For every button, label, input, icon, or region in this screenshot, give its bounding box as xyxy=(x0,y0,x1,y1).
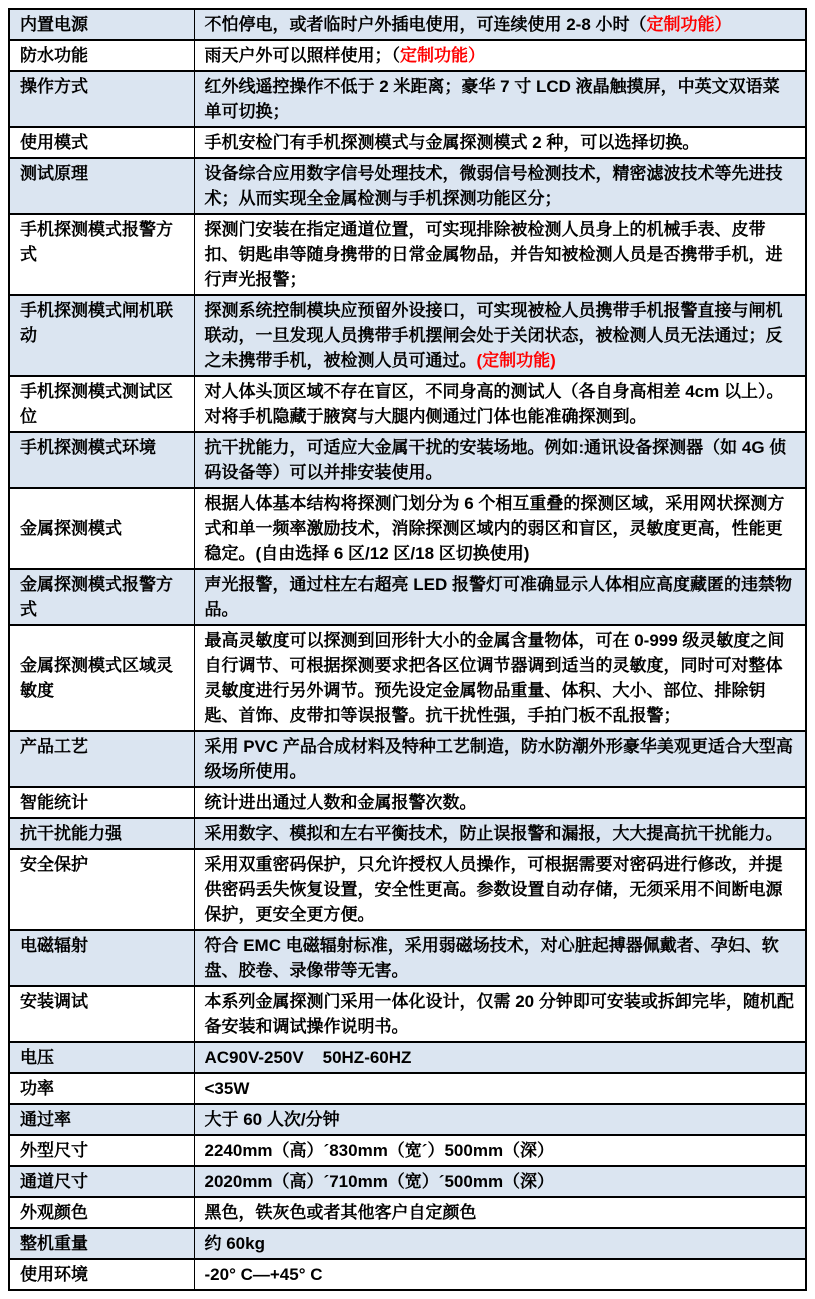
spec-name-cell: 手机探测模式测试区位 xyxy=(9,376,194,432)
spec-text: 本系列金属探测门采用一体化设计，仅需 20 分钟即可安装或拆卸完毕，随机配备安装和调试操作说明书。 xyxy=(204,992,794,1036)
spec-name-cell: 手机探测模式环境 xyxy=(9,432,194,488)
spec-name-cell: 使用环境 xyxy=(9,1259,194,1290)
spec-text: 红外线遥控操作不低于 2 米距离；豪华 7 寸 LCD 液晶触摸屏，中英文双语菜单可切换； xyxy=(204,77,780,121)
spec-name-cell: 通过率 xyxy=(9,1104,194,1135)
spec-row xyxy=(9,1042,806,1073)
spec-value-cell xyxy=(194,488,806,569)
spec-text: 探测系统控制模块应预留外设接口，可实现被检人员携带手机报警直接与闸机联动，一旦发现人员携带手机摆闸会处于关闭状态，被检测人员无法通过；反之未携带手机，被检测人员可通过。 xyxy=(204,301,783,370)
spec-text: -20° C—+45° C xyxy=(204,1265,323,1284)
spec-value-cell xyxy=(194,1197,806,1228)
spec-text: AC90V-250V 50HZ-60HZ xyxy=(204,1048,412,1067)
spec-row xyxy=(9,1104,806,1135)
spec-name-cell: 抗干扰能力强 xyxy=(9,818,194,849)
spec-name-cell: 内置电源 xyxy=(9,9,194,40)
spec-row xyxy=(9,1073,806,1104)
custom-feature-highlight: 定制功能） xyxy=(400,46,485,65)
spec-name-cell: 功率 xyxy=(9,1073,194,1104)
spec-table-body xyxy=(9,9,806,1290)
spec-row xyxy=(9,731,806,787)
custom-feature-highlight: 定制功能） xyxy=(646,15,732,34)
spec-name-cell: 外观颜色 xyxy=(9,1197,194,1228)
spec-row xyxy=(9,158,806,214)
spec-row xyxy=(9,1197,806,1228)
spec-text: 2020mm（高）´710mm（宽）´500mm（深） xyxy=(204,1172,555,1191)
spec-name-cell: 整机重量 xyxy=(9,1228,194,1259)
spec-value-cell xyxy=(194,127,806,158)
spec-name-cell: 电压 xyxy=(9,1042,194,1073)
spec-value-cell xyxy=(194,295,806,376)
spec-name-cell: 产品工艺 xyxy=(9,731,194,787)
spec-name-cell: 手机探测模式闸机联动 xyxy=(9,295,194,376)
spec-table xyxy=(8,8,807,1291)
spec-text: 不怕停电，或者临时户外插电使用，可连续使用 2-8 小时（ xyxy=(204,15,647,34)
spec-value-cell xyxy=(194,1042,806,1073)
spec-row xyxy=(9,127,806,158)
spec-value-cell xyxy=(194,432,806,488)
spec-text: 采用双重密码保护，只允许授权人员操作，可根据需要对密码进行修改，并提供密码丢失恢复设置，安全性更高。参数设置自动存储，无须采用不间断电源保护，更安全更方便。 xyxy=(204,855,783,924)
spec-value-cell xyxy=(194,986,806,1042)
spec-row xyxy=(9,376,806,432)
spec-text: 根据人体基本结构将探测门划分为 6 个相互重叠的探测区域，采用网状探测方式和单一频率激励技术，消除探测区域内的弱区和盲区，灵敏度更高，性能更稳定。(自由选择 6 区/12 区/18 区切换使用) xyxy=(204,494,785,563)
spec-value-cell xyxy=(194,376,806,432)
spec-text: 抗干扰能力，可适应大金属干扰的安装场地。例如:通讯设备探测器（如 4G 侦码设备等）可以并排安装使用。 xyxy=(204,438,787,482)
spec-row xyxy=(9,295,806,376)
spec-text: 黑色，铁灰色或者其他客户自定颜色 xyxy=(204,1203,477,1222)
spec-row xyxy=(9,930,806,986)
spec-value-cell xyxy=(194,1259,806,1290)
spec-name-cell: 通道尺寸 xyxy=(9,1166,194,1197)
spec-value-cell xyxy=(194,818,806,849)
spec-name-cell: 金属探测模式报警方式 xyxy=(9,569,194,625)
spec-name-cell: 安装调试 xyxy=(9,986,194,1042)
spec-row xyxy=(9,1166,806,1197)
spec-value-cell xyxy=(194,1073,806,1104)
spec-row xyxy=(9,625,806,731)
spec-text: 对人体头顶区域不存在盲区，不同身高的测试人（各自身高相差 4cm 以上）。对将手机隐藏于腋窝与大腿内侧通过门体也能准确探测到。 xyxy=(204,382,784,426)
spec-text: 2240mm（高）´830mm（宽´）500mm（深） xyxy=(204,1141,555,1160)
spec-text: 约 60kg xyxy=(204,1234,265,1253)
spec-text: <35W xyxy=(204,1079,250,1098)
spec-row xyxy=(9,432,806,488)
spec-name-cell: 操作方式 xyxy=(9,71,194,127)
spec-row xyxy=(9,569,806,625)
spec-name-cell: 金属探测模式 xyxy=(9,488,194,569)
spec-value-cell xyxy=(194,1104,806,1135)
spec-value-cell xyxy=(194,40,806,71)
spec-text: 统计进出通过人数和金属报警次数。 xyxy=(204,793,477,812)
spec-value-cell xyxy=(194,849,806,930)
spec-value-cell xyxy=(194,625,806,731)
spec-name-cell: 安全保护 xyxy=(9,849,194,930)
spec-text: 大于 60 人次/分钟 xyxy=(204,1110,340,1129)
spec-value-cell xyxy=(194,158,806,214)
spec-text: 设备综合应用数字信号处理技术，微弱信号检测技术，精密滤波技术等先进技术；从而实现全金属检测与手机探测功能区分； xyxy=(204,164,783,208)
spec-row xyxy=(9,488,806,569)
spec-name-cell: 智能统计 xyxy=(9,787,194,818)
spec-value-cell xyxy=(194,9,806,40)
spec-value-cell xyxy=(194,930,806,986)
spec-name-cell: 电磁辐射 xyxy=(9,930,194,986)
spec-row xyxy=(9,818,806,849)
spec-value-cell xyxy=(194,1166,806,1197)
spec-value-cell xyxy=(194,569,806,625)
spec-text: 符合 EMC 电磁辐射标准，采用弱磁场技术，对心脏起搏器佩戴者、孕妇、软盘、胶卷、录像带等无害。 xyxy=(204,936,779,980)
spec-name-cell: 金属探测模式区域灵敏度 xyxy=(9,625,194,731)
spec-row xyxy=(9,9,806,40)
spec-row xyxy=(9,214,806,295)
spec-value-cell xyxy=(194,71,806,127)
spec-name-cell: 外型尺寸 xyxy=(9,1135,194,1166)
spec-row xyxy=(9,71,806,127)
custom-feature-highlight: (定制功能) xyxy=(476,351,556,370)
spec-value-cell xyxy=(194,214,806,295)
spec-row xyxy=(9,787,806,818)
spec-text: 采用 PVC 产品合成材料及特种工艺制造，防水防潮外形豪华美观更适合大型高级场所使用。 xyxy=(204,737,793,781)
spec-row xyxy=(9,1259,806,1290)
spec-text: 探测门安装在指定通道位置，可实现排除被检测人员身上的机械手表、皮带扣、钥匙串等随身携带的日常金属物品，并告知被检测人员是否携带手机，进行声光报警； xyxy=(204,220,783,289)
spec-value-cell xyxy=(194,787,806,818)
spec-row xyxy=(9,1228,806,1259)
spec-value-cell xyxy=(194,1228,806,1259)
spec-row xyxy=(9,849,806,930)
spec-name-cell: 防水功能 xyxy=(9,40,194,71)
spec-value-cell xyxy=(194,1135,806,1166)
spec-row xyxy=(9,40,806,71)
spec-text: 采用数字、模拟和左右平衡技术，防止误报警和漏报，大大提高抗干扰能力。 xyxy=(204,824,783,843)
spec-text: 雨天户外可以照样使用；（ xyxy=(204,46,400,65)
spec-name-cell: 使用模式 xyxy=(9,127,194,158)
spec-name-cell: 测试原理 xyxy=(9,158,194,214)
spec-text: 手机安检门有手机探测模式与金属探测模式 2 种，可以选择切换。 xyxy=(204,133,700,152)
spec-text: 声光报警，通过柱左右超亮 LED 报警灯可准确显示人体相应高度藏匿的违禁物品。 xyxy=(204,575,792,619)
spec-row xyxy=(9,1135,806,1166)
spec-value-cell xyxy=(194,731,806,787)
spec-name-cell: 手机探测模式报警方式 xyxy=(9,214,194,295)
spec-text: 最高灵敏度可以探测到回形针大小的金属含量物体，可在 0-999 级灵敏度之间自行调节、可根据探测要求把各区位调节器调到适当的灵敏度，同时可对整体灵敏度进行另外调节。预先设定金属物品重量、体积、大小、部位、排除钥匙、首饰、皮带扣等误报警。抗干扰性强，手拍门板不乱报警； xyxy=(204,631,785,725)
spec-row xyxy=(9,986,806,1042)
